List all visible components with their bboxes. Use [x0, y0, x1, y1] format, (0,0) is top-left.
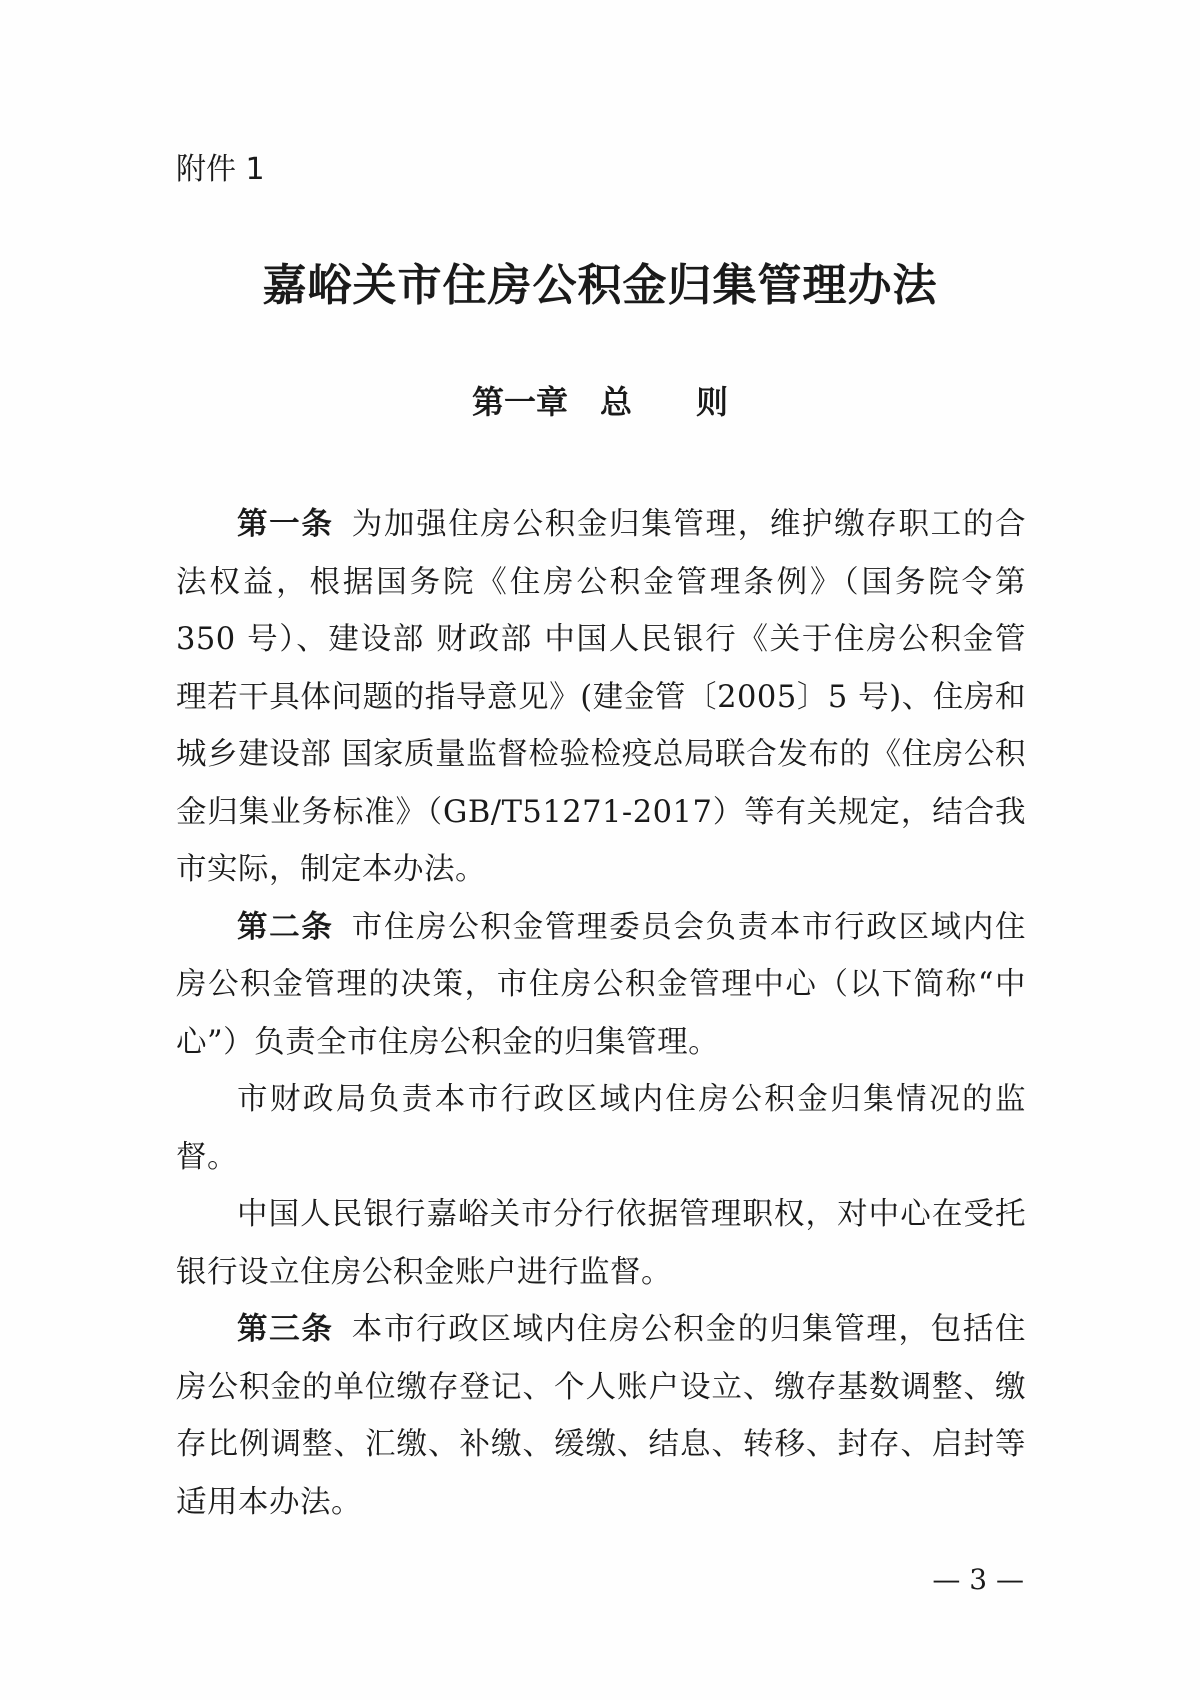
chapter-heading: 第一章 总 则 — [471, 383, 728, 421]
article-1-label: 第一条 — [237, 507, 334, 542]
article-3 — [176, 1301, 1026, 1531]
document-body — [176, 496, 1026, 1531]
article-2-paragraph-2-text: 市财政局负责本市行政区域内住房公积金归集情况的监督。 — [176, 1082, 1026, 1175]
article-2-paragraph-2 — [176, 1071, 1026, 1186]
page-number: — 3 — — [932, 1563, 1024, 1596]
article-1 — [176, 496, 1026, 899]
attachment-label: 附件 1 — [176, 152, 265, 187]
article-1-text: 为加强住房公积金归集管理，维护缴存职工的合法权益，根据国务院《住房公积金管理条例》（国务院令第 350 号）、建设部 财政部 中国人民银行《关于住房公积金管理若干具体问题的指导意见》(建金管〔2005〕5 号)、住房和城乡建设部 国家质量监督检验检疫总局联合发布的《住房公积金归集业务标准》（GB/T51271-2017）等有关规定，结合我市实际，制定本办法。 — [176, 507, 1027, 887]
article-3-label: 第三条 — [237, 1312, 334, 1347]
article-2-label: 第二条 — [237, 909, 334, 945]
article-2-paragraph-3 — [176, 1186, 1026, 1301]
article-2-paragraph-3-text: 中国人民银行嘉峪关市分行依据管理职权，对中心在受托银行设立住房公积金账户进行监督。 — [176, 1197, 1026, 1290]
document-title: 嘉峪关市住房公积金归集管理办法 — [262, 260, 938, 311]
article-2 — [176, 899, 1026, 1072]
article-3-text: 本市行政区域内住房公积金的归集管理，包括住房公积金的单位缴存登记、个人账户设立、缴存基数调整、缴存比例调整、汇缴、补缴、缓缴、结息、转移、封存、启封等适用本办法。 — [176, 1312, 1027, 1520]
article-2-text: 市住房公积金管理委员会负责本市行政区域内住房公积金管理的决策，市住房公积金管理中心（以下简称“中心”）负责全市住房公积金的归集管理。 — [176, 909, 1027, 1060]
